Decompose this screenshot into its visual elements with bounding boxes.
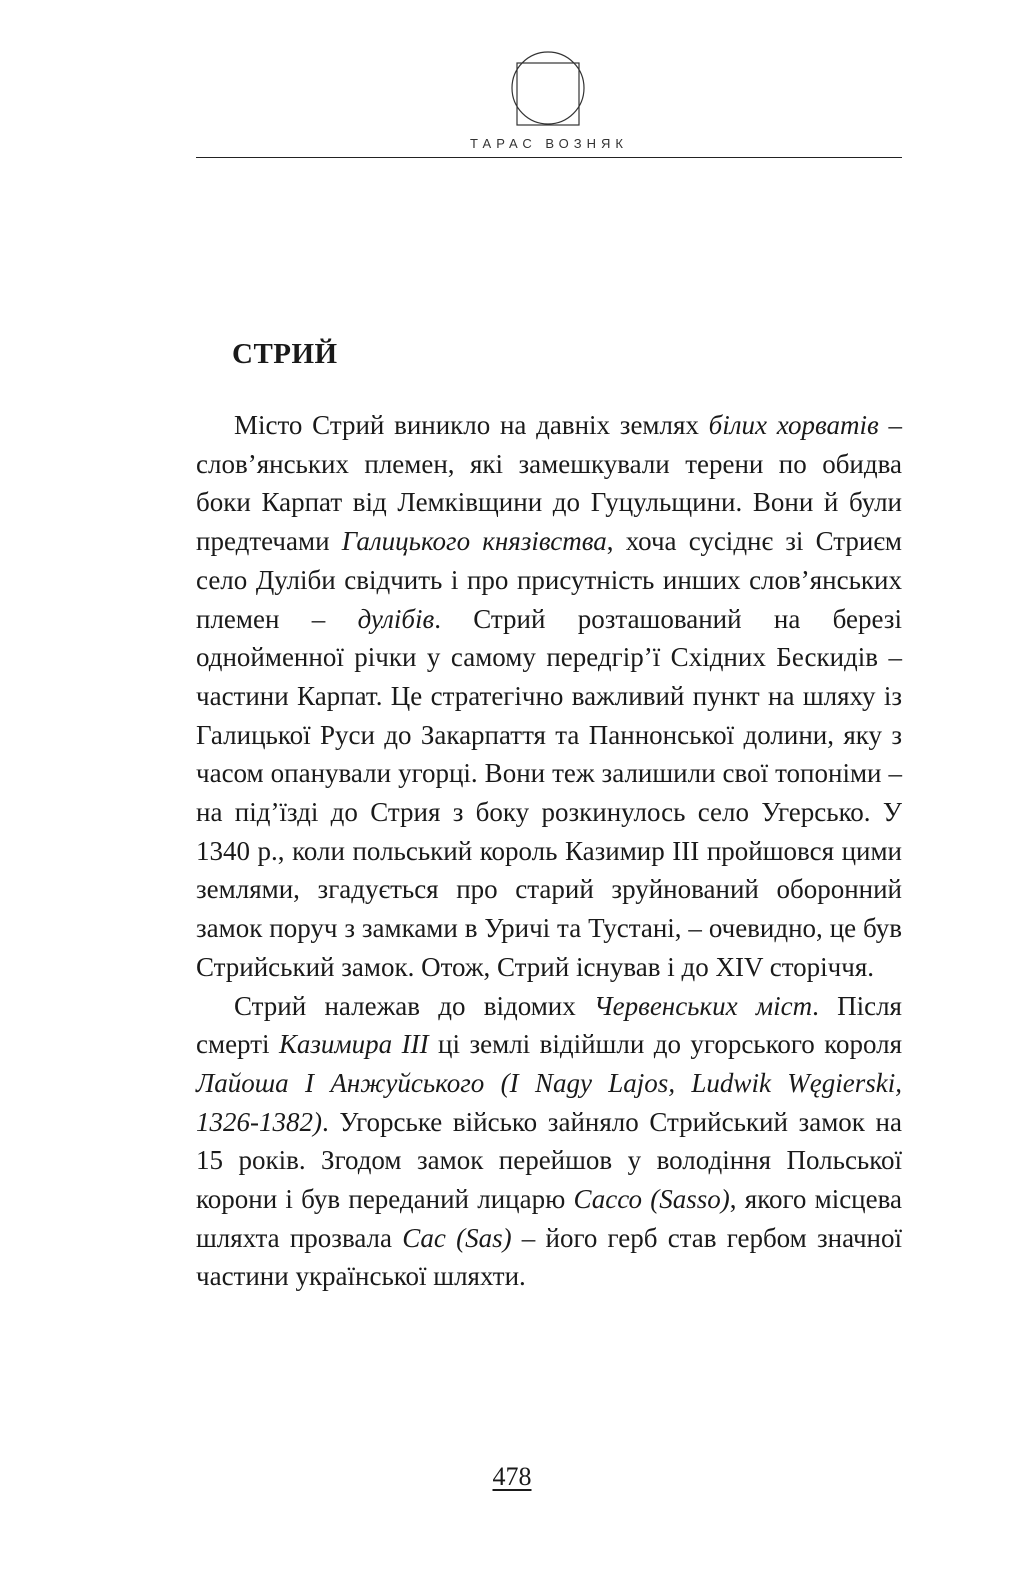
italic-term: Галицького князівства — [341, 526, 607, 557]
text-run: , якого місцева шляхта прозвала — [196, 1184, 902, 1253]
paragraph — [196, 987, 902, 1297]
paragraph — [196, 406, 902, 987]
text-run: Місто Стрий виникло на давніх землях — [234, 410, 709, 440]
running-head-author: ТАРАС ВОЗНЯК — [470, 136, 628, 151]
italic-term: Сас (Sas) — [402, 1222, 512, 1253]
circle-square-icon — [510, 50, 586, 126]
text-run: ці землі відійшли до угорського короля — [428, 1029, 903, 1060]
text-run: – слов’янських племен, які замешкували терени по обидва боки Карпат від Лемківщини до Гуцульщини. Вони й були предтечами — [196, 410, 903, 557]
italic-term: Сассо (Sasso) — [573, 1184, 730, 1215]
italic-term: білих хорватів — [708, 410, 879, 440]
page-number-text: 478 — [492, 1462, 532, 1491]
italic-term: дулібів — [357, 603, 435, 634]
text-run: Стрий належав до відомих — [234, 990, 595, 1021]
text-run: – його герб став гербом значної частини української шляхти. — [196, 1222, 902, 1292]
body-text — [196, 406, 902, 1296]
italic-term: Лайоша І Анжуйського (I Nagy Lajos, Ludwik Węgierski, 1326-1382) — [196, 1067, 902, 1137]
header-rule — [196, 157, 902, 158]
text-run: . Стрий розташований на березі однойменної річки у самому передгір’ї Східних Бескидів – частини Карпат. Це стратегічно важливий пункт на шляху із Галицької Руси до Закарпаття та Паннонської долини, яку з часом опанували угорці. Вони теж залишили свої топоніми – на під’їзді до Стрия з боку розкинулось село Угерсько. У 1340 р., коли польський король Казимир ІІІ пройшовся цими землями, згадується про старий зруйнований оборонний замок поруч з замками в Уричі та Тустані, – очевидно, це був Стрийський замок. Отож, Стрий існував і до XIV сторіччя. — [196, 603, 902, 982]
italic-term: Казимира ІІІ — [278, 1029, 429, 1060]
page-number — [0, 1462, 1024, 1492]
chapter-title: СТРИЙ — [232, 338, 338, 370]
italic-term: Червенських міст — [594, 990, 813, 1021]
text-run: . Угорське військо зайняло Стрийський замок на 15 років. Згодом замок перейшов у володіння Польської корони і був переданий лицарю — [196, 1106, 902, 1215]
text-run: . Після смерті — [196, 990, 902, 1060]
text-run: , хоча сусіднє зі Стриєм село Дуліби свідчить і про присутність инших слов’янських племен – — [196, 526, 903, 634]
